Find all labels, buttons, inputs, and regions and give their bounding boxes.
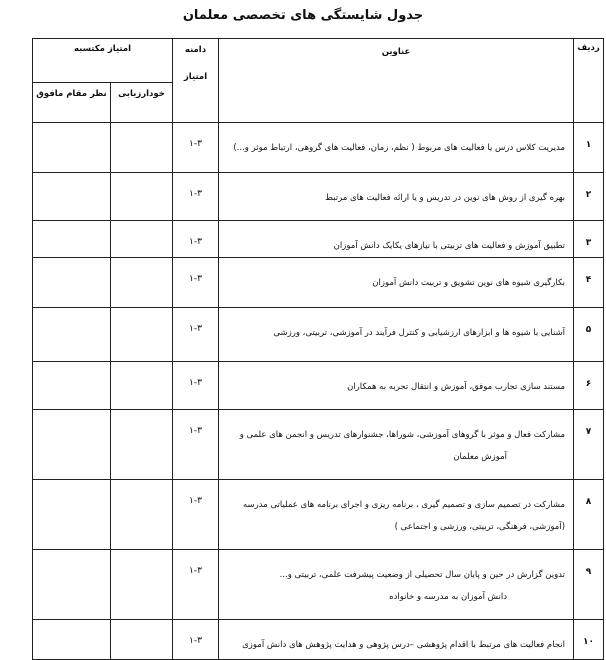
self-evaluation-cell[interactable]	[111, 308, 173, 362]
self-evaluation-cell[interactable]	[111, 258, 173, 308]
row-title	[219, 258, 574, 308]
header-range-line1: دامنه	[184, 45, 207, 55]
row-title	[219, 308, 574, 362]
row-title-line: بکارگیری شیوه های نوین تشویق و تربیت دانش آموزان	[372, 278, 566, 288]
row-title-line: مدیریت کلاس درس یا فعالیت های مربوط ( نظم، زمان، فعالیت های گروهی، ارتباط موثر و...)	[233, 143, 566, 153]
self-evaluation-cell[interactable]	[111, 620, 173, 660]
table-row	[33, 258, 604, 308]
score-range: ۱-۳	[173, 258, 219, 308]
self-evaluation-cell[interactable]	[111, 480, 173, 550]
header-range	[173, 39, 219, 123]
row-title-line: مشارکت در تصمیم سازی و تصمیم گیری ، برنامه ریزی و اجرای برنامه های عملیاتی مدرسه	[242, 500, 566, 510]
row-title-line: دانش آموزان به مدرسه و خانواده	[389, 592, 508, 602]
supervisor-opinion-cell[interactable]	[33, 410, 111, 480]
row-title	[219, 221, 574, 258]
header-titles: عناوین	[219, 39, 574, 123]
row-title	[219, 550, 574, 620]
score-range: ۱-۳	[173, 620, 219, 660]
header-self-evaluation: خودارزیابی	[111, 83, 173, 123]
table-row	[33, 308, 604, 362]
row-number: ۷	[574, 410, 604, 480]
row-number: ۵	[574, 308, 604, 362]
table-row	[33, 123, 604, 173]
row-title-line: انجام فعالیت های مرتبط با اقدام پژوهشی –درس پژوهی و هدایت پژوهش های دانش آموزی	[242, 640, 566, 650]
header-supervisor-opinion: نظر مقام مافوق	[33, 83, 111, 123]
row-title	[219, 362, 574, 410]
table-row	[33, 550, 604, 620]
supervisor-opinion-cell[interactable]	[33, 480, 111, 550]
self-evaluation-cell[interactable]	[111, 362, 173, 410]
row-title	[219, 620, 574, 660]
supervisor-opinion-cell[interactable]	[33, 550, 111, 620]
self-evaluation-cell[interactable]	[111, 173, 173, 221]
row-title-line: بهره گیری از روش های نوین در تدریس و یا ارائه فعالیت های مرتبط	[325, 193, 566, 203]
row-number: ۸	[574, 480, 604, 550]
self-evaluation-cell[interactable]	[111, 550, 173, 620]
header-range-line2: امتیاز	[183, 72, 208, 82]
score-range: ۱-۳	[173, 480, 219, 550]
score-range: ۱-۳	[173, 308, 219, 362]
row-number: ۹	[574, 550, 604, 620]
supervisor-opinion-cell[interactable]	[33, 308, 111, 362]
score-range: ۱-۳	[173, 410, 219, 480]
supervisor-opinion-cell[interactable]	[33, 362, 111, 410]
supervisor-opinion-cell[interactable]	[33, 620, 111, 660]
competency-table	[32, 38, 604, 660]
table-row	[33, 480, 604, 550]
row-number: ۳	[574, 221, 604, 258]
score-range: ۱-۳	[173, 550, 219, 620]
row-number: ۱	[574, 123, 604, 173]
table-row	[33, 410, 604, 480]
row-number: ۲	[574, 173, 604, 221]
supervisor-opinion-cell[interactable]	[33, 258, 111, 308]
table-row	[33, 362, 604, 410]
row-title-line: مستند سازی تجارب موفق، آموزش و انتقال تجربه به همکاران	[347, 382, 566, 392]
row-title-line: مشارکت فعال و موثر با گروهای آموزشی، شوراها، جشنوارهای تدریس و انجمن های علمی و	[239, 430, 566, 440]
row-title-line: (آموزشی، فرهنگی، تربیتی، ورزشی و اجتماعی )	[394, 522, 566, 532]
row-title-line: تطبیق آموزش و فعالیت های تربیتی با نیازهای یکایک دانش آموزان	[333, 241, 566, 251]
row-title	[219, 123, 574, 173]
row-number: ۶	[574, 362, 604, 410]
score-range: ۱-۳	[173, 123, 219, 173]
table-row	[33, 221, 604, 258]
self-evaluation-cell[interactable]	[111, 221, 173, 258]
score-range: ۱-۳	[173, 173, 219, 221]
row-title	[219, 173, 574, 221]
supervisor-opinion-cell[interactable]	[33, 173, 111, 221]
row-title-line: تدوین گزارش در حین و پایان سال تحصیلی از وضعیت پیشرفت علمی، تربیتی و...	[279, 570, 566, 580]
header-radif: ردیف	[574, 39, 604, 123]
self-evaluation-cell[interactable]	[111, 123, 173, 173]
supervisor-opinion-cell[interactable]	[33, 123, 111, 173]
row-title-line: آشنایی با شیوه ها و ابزارهای ارزشیابی و کنترل فرآیند در آموزشی، تربیتی، ورزشی	[273, 328, 566, 338]
score-range: ۱-۳	[173, 221, 219, 258]
row-number: ۱۰	[574, 620, 604, 660]
row-title	[219, 410, 574, 480]
row-title-line: آموزش معلمان	[453, 452, 508, 462]
row-title	[219, 480, 574, 550]
score-range: ۱-۳	[173, 362, 219, 410]
table-row	[33, 620, 604, 660]
supervisor-opinion-cell[interactable]	[33, 221, 111, 258]
header-earned-score: امتیاز مکتسبه	[33, 39, 173, 83]
row-number: ۴	[574, 258, 604, 308]
self-evaluation-cell[interactable]	[111, 410, 173, 480]
table-row	[33, 173, 604, 221]
page-title: جدول شایستگی های تخصصی معلمان	[182, 8, 424, 23]
